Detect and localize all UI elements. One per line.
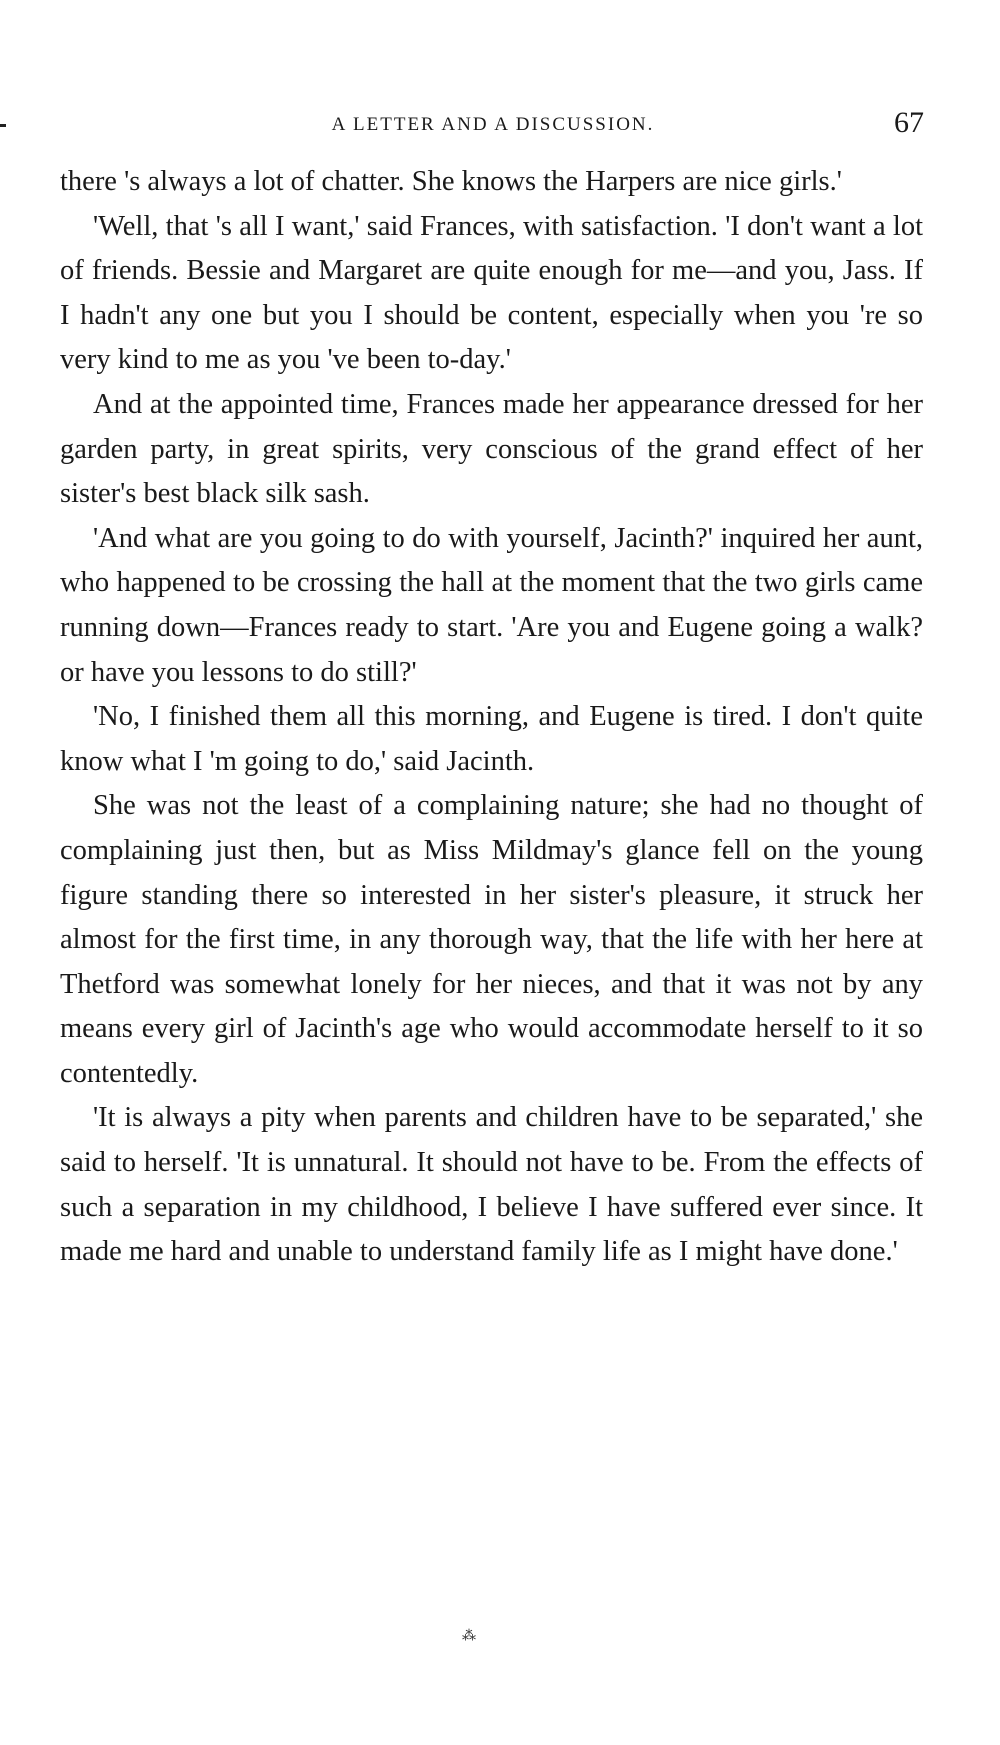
- paragraph: there 's always a lot of chatter. She knows the Harpers are nice girls.': [60, 166, 842, 197]
- paragraph: 'It is always a pity when parents and children have to be separated,' she said to herself. 'It is unnatural. It should not have to be. From the effects of such a separation in my childhood, I believe I have suffered ever since. It made me hard and unable to understand family life as I might have done.': [60, 1102, 923, 1268]
- running-title: A LETTER AND A DISCUSSION.: [331, 114, 655, 135]
- paragraph: 'No, I finished them all this morning, and Eugene is tired. I don't quite know what I 'm going to do,' said Jacinth.: [60, 701, 923, 777]
- running-head: [62, 106, 924, 144]
- page-number: 67: [894, 106, 924, 139]
- paragraph: She was not the least of a complaining nature; she had no thought of complaining just then, but as Miss Mildmay's glance fell on the young figure standing there so interested in her sister's pleasure, it struck her almost for the first time, in any thorough way, that the life with her here at Thetford was somewhat lonely for her nieces, and that it was not by any means every girl of Jacinth's age who would accommodate herself to it so contentedly.: [60, 790, 923, 1089]
- body-text: [60, 160, 923, 1275]
- paragraph: 'And what are you going to do with yourself, Jacinth?' inquired her aunt, who happened to be crossing the hall at the moment that the two girls came running down—Frances ready to start. 'Are you and Eugene going a walk? or have you lessons to do still?': [60, 522, 923, 688]
- paragraph: 'Well, that 's all I want,' said Frances, with satisfaction. 'I don't want a lot of friends. Bessie and Margaret are quite enough for me—and you, Jass. If I hadn't any one but you I should be content, especially when you 're so very kind to me as you 've been to-day.': [60, 210, 923, 376]
- footer-ornament: ⁂: [462, 1629, 476, 1644]
- paragraph: And at the appointed time, Frances made her appearance dressed for her garden party, in great spirits, very conscious of the grand effect of her sister's best black silk sash.: [60, 388, 923, 510]
- margin-mark: [0, 124, 6, 127]
